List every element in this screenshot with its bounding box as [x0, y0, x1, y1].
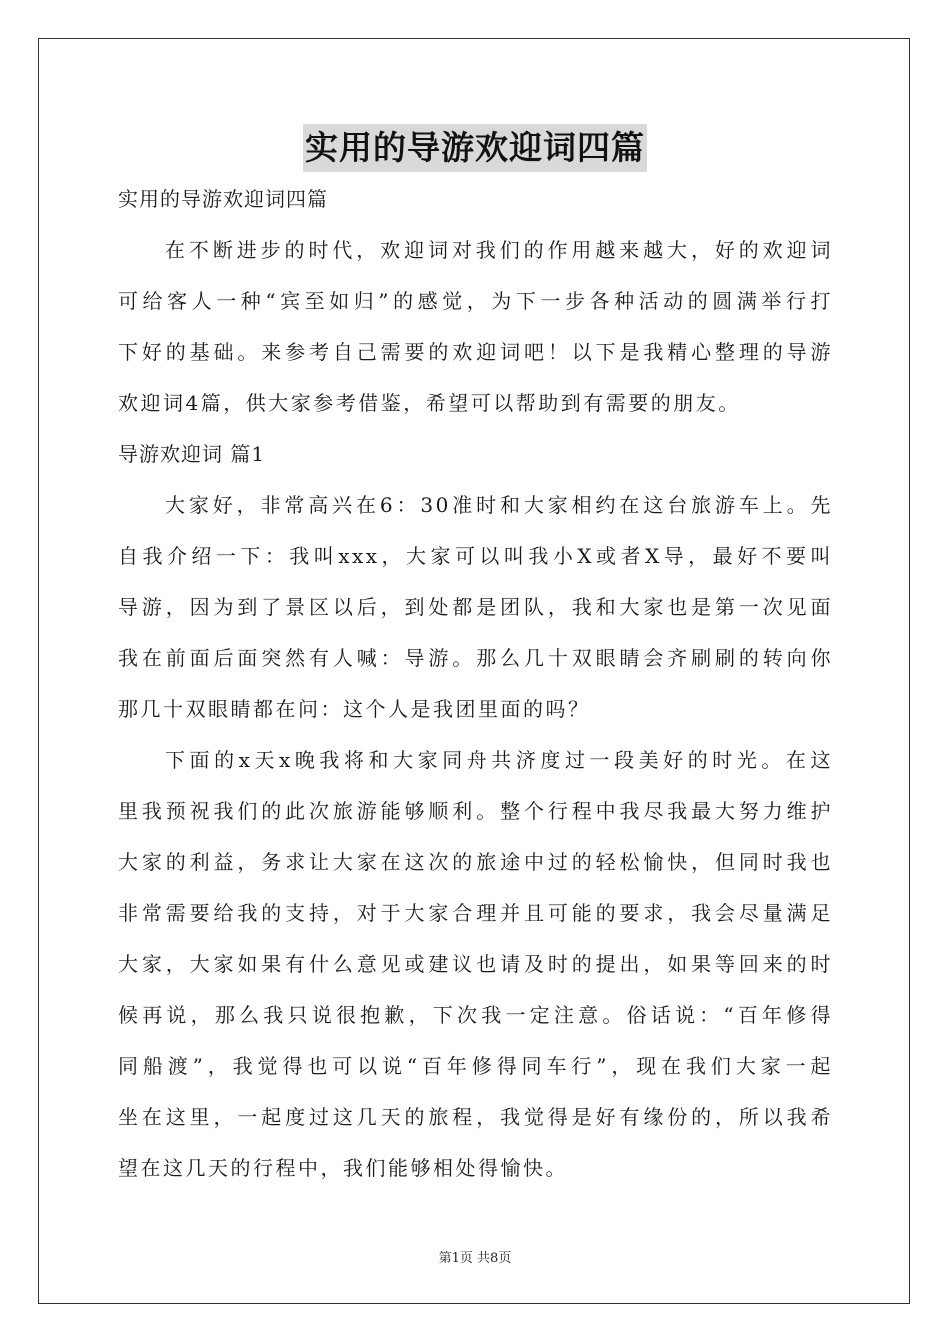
paragraph-line: 同船渡”，我觉得也可以说“百年修得同车行”，现在我们大家一起: [118, 1054, 833, 1078]
paragraph-line: 非常需要给我的支持，对于大家合理并且可能的要求，我会尽量满足: [118, 901, 833, 925]
document-body: [118, 174, 833, 1194]
intro-paragraph: [118, 225, 833, 429]
section-heading: 导游欢迎词 篇1: [118, 442, 266, 466]
paragraph-line: 坐在这里，一起度过这几天的旅程，我觉得是好有缘份的，所以我希: [118, 1105, 833, 1129]
paragraph-line: 可给客人一种“宾至如归”的感觉，为下一步各种活动的圆满举行打: [118, 289, 833, 313]
paragraph-line: 那几十双眼睛都在问：这个人是我团里面的吗？: [118, 697, 591, 721]
document-title-wrapper: [0, 124, 950, 172]
paragraph-line: 下好的基础。来参考自己需要的欢迎词吧！以下是我精心整理的导游: [118, 340, 833, 364]
paragraph-line: 大家的利益，务求让大家在这次的旅途中过的轻松愉快，但同时我也: [118, 850, 833, 874]
section1-paragraph-2: [118, 735, 833, 1194]
paragraph-line: 欢迎词4篇，供大家参考借鉴，希望可以帮助到有需要的朋友。: [118, 391, 741, 415]
paragraph-line: 大家，大家如果有什么意见或建议也请及时的提出，如果等回来的时: [118, 952, 833, 976]
document-title: 实用的导游欢迎词四篇: [303, 124, 647, 172]
paragraph-line: 下面的x天x晚我将和大家同舟共济度过一段美好的时光。在这: [165, 748, 833, 772]
paragraph-line: 里我预祝我们的此次旅游能够顺利。整个行程中我尽我最大努力维护: [118, 799, 833, 823]
paragraph-line: 在不断进步的时代，欢迎词对我们的作用越来越大，好的欢迎词: [165, 238, 833, 262]
paragraph-line: 导游，因为到了景区以后，到处都是团队，我和大家也是第一次见面: [118, 595, 833, 619]
section1-paragraph-1: [118, 480, 833, 735]
paragraph-line: 候再说，那么我只说很抱歉，下次我一定注意。俗话说：“百年修得: [118, 1003, 833, 1027]
paragraph-line: 自我介绍一下：我叫xxx，大家可以叫我小X或者X导，最好不要叫: [118, 544, 833, 568]
paragraph-line: 我在前面后面突然有人喊：导游。那么几十双眼睛会齐刷刷的转向你: [118, 646, 833, 670]
paragraph-line: 大家好，非常高兴在6：30准时和大家相约在这台旅游车上。先: [165, 493, 833, 517]
document-subtitle: 实用的导游欢迎词四篇: [118, 187, 328, 211]
paragraph-line: 望在这几天的行程中，我们能够相处得愉快。: [118, 1156, 568, 1180]
page-number: 第1页 共8页: [438, 1251, 512, 1266]
